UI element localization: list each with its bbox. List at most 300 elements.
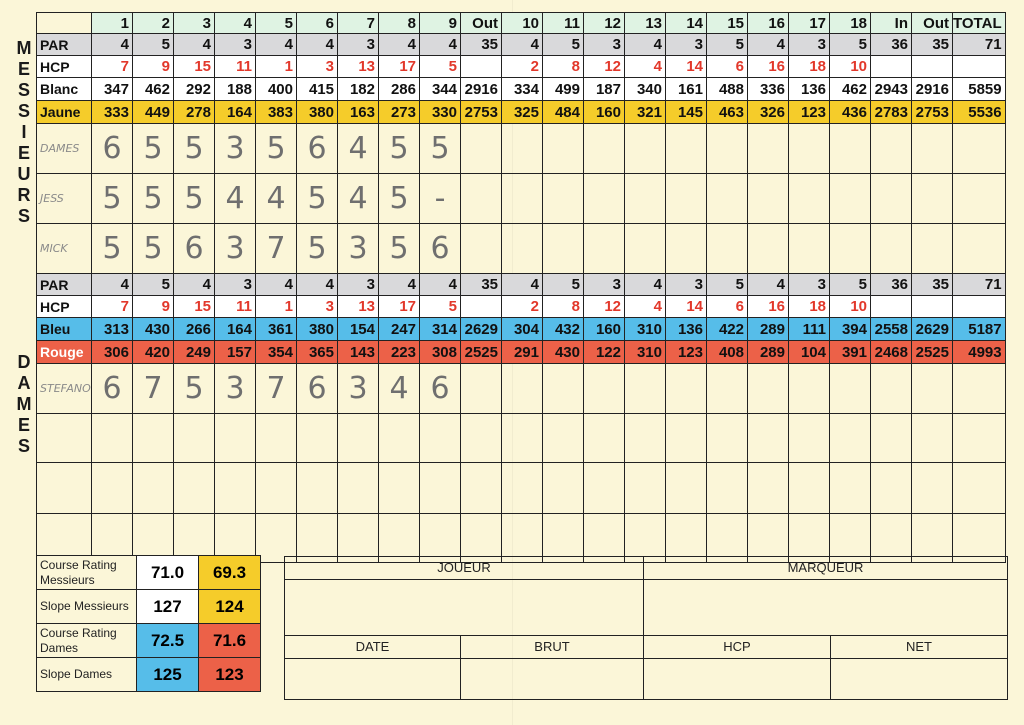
score-cell[interactable]: 5 <box>92 174 133 224</box>
score-cell[interactable] <box>133 463 174 514</box>
yardage-cell: 2558 <box>871 318 912 341</box>
player-name: DAMES <box>37 124 92 174</box>
player-name: MICK <box>37 224 92 274</box>
joueur-signature-field[interactable] <box>285 580 644 636</box>
score-cell[interactable] <box>789 224 830 274</box>
hcp-cell <box>912 296 953 318</box>
score-cell[interactable]: 5 <box>420 124 461 174</box>
par-cell: 4 <box>297 34 338 56</box>
score-cell[interactable]: 5 <box>297 174 338 224</box>
score-cell[interactable] <box>133 414 174 463</box>
hcp-cell: 13 <box>338 296 379 318</box>
par-cell: 36 <box>871 274 912 296</box>
score-cell[interactable] <box>502 364 543 414</box>
score-cell[interactable]: 5 <box>256 124 297 174</box>
hcp-row-dames <box>37 296 1006 318</box>
hcp-cell: 7 <box>92 56 133 78</box>
score-cell[interactable]: 6 <box>92 124 133 174</box>
yardage-cell: 321 <box>625 101 666 124</box>
yardage-cell: 306 <box>92 341 133 364</box>
yardage-cell: 391 <box>830 341 871 364</box>
yardage-cell: 122 <box>584 341 625 364</box>
score-cell[interactable]: 3 <box>215 364 256 414</box>
hcp-row-messieurs <box>37 56 1006 78</box>
hcp-cell: 18 <box>789 56 830 78</box>
yardage-cell: 143 <box>338 341 379 364</box>
tee-row-bleu <box>37 318 1006 341</box>
rating-label: Course Rating Dames <box>37 624 137 658</box>
hcp-cell: 1 <box>256 56 297 78</box>
score-cell[interactable] <box>584 224 625 274</box>
score-cell[interactable]: 4 <box>379 364 420 414</box>
score-cell[interactable] <box>789 414 830 463</box>
score-cell[interactable] <box>215 414 256 463</box>
score-cell[interactable] <box>830 414 871 463</box>
yardage-cell: 2629 <box>912 318 953 341</box>
score-cell[interactable] <box>625 174 666 224</box>
rating-label: Course Rating Messieurs <box>37 556 137 590</box>
score-cell[interactable]: 6 <box>92 364 133 414</box>
score-cell[interactable] <box>666 463 707 514</box>
yardage-cell: 347 <box>92 78 133 101</box>
hcp-field[interactable] <box>644 659 831 700</box>
score-cell[interactable] <box>37 463 92 514</box>
score-cell[interactable] <box>461 124 502 174</box>
score-cell[interactable]: 6 <box>420 224 461 274</box>
score-cell[interactable]: 4 <box>338 174 379 224</box>
score-cell[interactable] <box>502 414 543 463</box>
score-cell[interactable] <box>748 124 789 174</box>
score-cell[interactable] <box>871 224 912 274</box>
score-cell[interactable] <box>420 463 461 514</box>
score-cell[interactable] <box>830 174 871 224</box>
hcp-row-messieurs-label: HCP <box>37 56 92 78</box>
par-cell: 36 <box>871 34 912 56</box>
score-cell[interactable] <box>338 463 379 514</box>
hole-number: 7 <box>338 13 379 34</box>
scorecard-table <box>36 12 1006 563</box>
score-cell[interactable] <box>92 463 133 514</box>
score-cell[interactable] <box>748 224 789 274</box>
par-cell: 3 <box>584 274 625 296</box>
score-cell[interactable]: - <box>420 174 461 224</box>
par-cell: 71 <box>953 274 1006 296</box>
score-cell[interactable] <box>748 414 789 463</box>
score-cell[interactable] <box>256 414 297 463</box>
yardage-cell: 4993 <box>953 341 1006 364</box>
yardage-cell: 333 <box>92 101 133 124</box>
empty-score-row <box>37 463 1006 514</box>
hole-number: 8 <box>379 13 420 34</box>
par-cell: 4 <box>502 274 543 296</box>
rating-row <box>37 590 261 624</box>
score-cell[interactable] <box>707 224 748 274</box>
score-cell[interactable] <box>543 174 584 224</box>
score-cell[interactable] <box>789 463 830 514</box>
score-cell[interactable] <box>871 364 912 414</box>
score-cell[interactable]: 5 <box>133 124 174 174</box>
score-cell[interactable] <box>543 463 584 514</box>
hcp-cell: 12 <box>584 296 625 318</box>
hcp-cell: 16 <box>748 56 789 78</box>
yardage-cell: 286 <box>379 78 420 101</box>
score-cell[interactable] <box>502 124 543 174</box>
score-cell[interactable]: 5 <box>174 364 215 414</box>
yardage-cell: 420 <box>133 341 174 364</box>
score-cell[interactable] <box>502 463 543 514</box>
par-cell: 4 <box>748 274 789 296</box>
score-cell[interactable]: 7 <box>256 364 297 414</box>
rating-row <box>37 556 261 590</box>
hcp-cell: 15 <box>174 296 215 318</box>
score-cell[interactable]: 7 <box>133 364 174 414</box>
yardage-cell: 111 <box>789 318 830 341</box>
hcp-cell: 12 <box>584 56 625 78</box>
hcp-cell: 14 <box>666 296 707 318</box>
score-cell[interactable] <box>707 414 748 463</box>
par-cell: 4 <box>748 34 789 56</box>
messieurs-letter: E <box>17 59 30 79</box>
hcp-cell: 8 <box>543 56 584 78</box>
yardage-cell: 154 <box>338 318 379 341</box>
score-cell[interactable]: 3 <box>338 224 379 274</box>
yardage-cell: 2783 <box>871 101 912 124</box>
score-cell[interactable] <box>584 124 625 174</box>
score-cell[interactable]: 5 <box>379 174 420 224</box>
score-cell[interactable] <box>871 174 912 224</box>
yardage-cell: 484 <box>543 101 584 124</box>
score-cell[interactable] <box>461 364 502 414</box>
date-label: DATE <box>285 636 461 659</box>
yardage-cell: 2943 <box>871 78 912 101</box>
score-cell[interactable]: 5 <box>133 174 174 224</box>
score-cell[interactable] <box>379 463 420 514</box>
hcp-cell: 10 <box>830 296 871 318</box>
par-cell: 4 <box>297 274 338 296</box>
score-cell[interactable] <box>789 364 830 414</box>
signature-table <box>284 556 1008 700</box>
yardage-cell: 344 <box>420 78 461 101</box>
score-cell[interactable] <box>789 174 830 224</box>
rating-label: Slope Messieurs <box>37 590 137 624</box>
score-cell[interactable] <box>502 174 543 224</box>
par-cell: 4 <box>379 274 420 296</box>
score-cell[interactable] <box>297 463 338 514</box>
score-cell[interactable]: 3 <box>338 364 379 414</box>
score-cell[interactable] <box>953 364 1006 414</box>
yardage-cell: 326 <box>748 101 789 124</box>
brut-field[interactable] <box>461 659 644 700</box>
hole-number: In <box>871 13 912 34</box>
hcp-cell: 14 <box>666 56 707 78</box>
dames-letter: E <box>17 415 30 435</box>
score-cell[interactable] <box>830 364 871 414</box>
par-cell: 35 <box>461 274 502 296</box>
messieurs-letter: U <box>17 164 31 184</box>
score-cell[interactable]: 7 <box>256 224 297 274</box>
score-cell[interactable] <box>912 224 953 274</box>
yardage-cell: 182 <box>338 78 379 101</box>
score-cell[interactable] <box>461 463 502 514</box>
score-cell[interactable]: 6 <box>174 224 215 274</box>
score-cell[interactable]: 5 <box>174 124 215 174</box>
side-label-dames <box>14 352 34 457</box>
tee-row-rouge-label: Rouge <box>37 341 92 364</box>
hcp-cell: 10 <box>830 56 871 78</box>
rating-value-yellow: 124 <box>199 590 261 624</box>
score-cell[interactable] <box>912 414 953 463</box>
score-cell[interactable] <box>830 124 871 174</box>
score-cell[interactable]: 3 <box>215 124 256 174</box>
score-cell[interactable]: 6 <box>420 364 461 414</box>
hcp-cell: 5 <box>420 56 461 78</box>
dames-letter: D <box>17 352 31 372</box>
yardage-cell: 2525 <box>461 341 502 364</box>
score-cell[interactable] <box>297 414 338 463</box>
yardage-cell: 462 <box>830 78 871 101</box>
score-cell[interactable]: 5 <box>379 224 420 274</box>
par-cell: 3 <box>789 34 830 56</box>
par-cell: 4 <box>92 34 133 56</box>
score-cell[interactable] <box>584 463 625 514</box>
yardage-cell: 136 <box>789 78 830 101</box>
yardage-cell: 310 <box>625 318 666 341</box>
yardage-cell: 164 <box>215 101 256 124</box>
yardage-cell: 314 <box>420 318 461 341</box>
score-cell[interactable] <box>912 174 953 224</box>
score-cell[interactable] <box>92 414 133 463</box>
hole-number: 12 <box>584 13 625 34</box>
score-cell[interactable] <box>830 224 871 274</box>
score-cell[interactable] <box>666 414 707 463</box>
score-cell[interactable] <box>953 224 1006 274</box>
hcp-cell: 7 <box>92 296 133 318</box>
score-cell[interactable] <box>707 364 748 414</box>
par-cell: 5 <box>707 274 748 296</box>
score-cell[interactable] <box>748 463 789 514</box>
yardage-cell: 383 <box>256 101 297 124</box>
player-score-row <box>37 364 1006 414</box>
score-cell[interactable] <box>379 414 420 463</box>
yardage-cell: 2916 <box>912 78 953 101</box>
score-cell[interactable] <box>871 414 912 463</box>
yardage-cell: 415 <box>297 78 338 101</box>
tee-row-bleu-label: Bleu <box>37 318 92 341</box>
par-cell: 3 <box>338 34 379 56</box>
score-cell[interactable]: 6 <box>297 364 338 414</box>
par-cell: 4 <box>625 274 666 296</box>
yardage-cell: 408 <box>707 341 748 364</box>
yardage-cell: 313 <box>92 318 133 341</box>
score-cell[interactable] <box>461 174 502 224</box>
hcp-cell: 5 <box>420 296 461 318</box>
score-cell[interactable]: 5 <box>379 124 420 174</box>
score-cell[interactable] <box>584 414 625 463</box>
hcp-cell: 1 <box>256 296 297 318</box>
hole-number: 11 <box>543 13 584 34</box>
score-cell[interactable] <box>174 414 215 463</box>
score-cell[interactable] <box>666 124 707 174</box>
hcp-label: HCP <box>644 636 831 659</box>
score-cell[interactable] <box>625 463 666 514</box>
score-cell[interactable] <box>871 463 912 514</box>
par-cell: 5 <box>543 34 584 56</box>
par-cell: 4 <box>256 34 297 56</box>
yardage-cell: 361 <box>256 318 297 341</box>
dames-letter: S <box>17 436 30 456</box>
score-cell[interactable] <box>625 364 666 414</box>
yardage-cell: 188 <box>215 78 256 101</box>
player-name: STEFANO <box>37 364 92 414</box>
hcp-cell <box>953 296 1006 318</box>
par-cell: 5 <box>133 34 174 56</box>
messieurs-letter: S <box>17 80 30 100</box>
par-cell: 3 <box>215 34 256 56</box>
score-cell[interactable] <box>37 414 92 463</box>
yardage-cell: 308 <box>420 341 461 364</box>
yardage-cell: 340 <box>625 78 666 101</box>
hcp-cell <box>953 56 1006 78</box>
score-cell[interactable] <box>543 364 584 414</box>
par-cell: 5 <box>133 274 174 296</box>
par-cell: 4 <box>420 274 461 296</box>
yardage-cell: 2753 <box>461 101 502 124</box>
yardage-cell: 336 <box>748 78 789 101</box>
score-cell[interactable] <box>953 124 1006 174</box>
score-cell[interactable] <box>338 414 379 463</box>
score-cell[interactable] <box>625 414 666 463</box>
yardage-cell: 161 <box>666 78 707 101</box>
hcp-cell: 17 <box>379 56 420 78</box>
hole-number: 6 <box>297 13 338 34</box>
score-cell[interactable] <box>912 124 953 174</box>
par-cell: 3 <box>338 274 379 296</box>
hcp-cell: 2 <box>502 56 543 78</box>
yardage-cell: 2629 <box>461 318 502 341</box>
rating-value-red: 71.6 <box>199 624 261 658</box>
rating-value-white: 71.0 <box>137 556 199 590</box>
score-cell[interactable]: 5 <box>174 174 215 224</box>
hcp-cell: 9 <box>133 296 174 318</box>
score-cell[interactable]: 4 <box>338 124 379 174</box>
score-cell[interactable] <box>953 463 1006 514</box>
score-cell[interactable]: 6 <box>297 124 338 174</box>
score-cell[interactable] <box>748 174 789 224</box>
score-cell[interactable] <box>666 174 707 224</box>
score-cell[interactable]: 4 <box>215 174 256 224</box>
yardage-cell: 123 <box>789 101 830 124</box>
score-cell[interactable] <box>789 124 830 174</box>
par-row-dames-label: PAR <box>37 274 92 296</box>
hole-number: Out <box>461 13 502 34</box>
yardage-cell: 488 <box>707 78 748 101</box>
score-cell[interactable] <box>625 224 666 274</box>
yardage-cell: 394 <box>830 318 871 341</box>
marqueur-signature-field[interactable] <box>644 580 1008 636</box>
score-cell[interactable] <box>543 224 584 274</box>
par-cell: 4 <box>502 34 543 56</box>
score-cell[interactable]: 5 <box>92 224 133 274</box>
score-cell[interactable] <box>215 463 256 514</box>
score-cell[interactable] <box>830 463 871 514</box>
score-cell[interactable] <box>584 174 625 224</box>
score-cell[interactable]: 5 <box>297 224 338 274</box>
hcp-cell <box>461 56 502 78</box>
score-cell[interactable] <box>912 364 953 414</box>
score-cell[interactable] <box>461 414 502 463</box>
net-field[interactable] <box>831 659 1008 700</box>
yardage-cell: 334 <box>502 78 543 101</box>
score-cell[interactable] <box>584 364 625 414</box>
hole-number: 17 <box>789 13 830 34</box>
score-cell[interactable] <box>666 224 707 274</box>
hole-number: 9 <box>420 13 461 34</box>
score-cell[interactable]: 4 <box>256 174 297 224</box>
score-cell[interactable] <box>543 124 584 174</box>
yardage-cell: 123 <box>666 341 707 364</box>
yardage-cell: 289 <box>748 318 789 341</box>
hole-number: 1 <box>92 13 133 34</box>
score-cell[interactable] <box>502 224 543 274</box>
rating-row <box>37 624 261 658</box>
score-cell[interactable] <box>625 124 666 174</box>
tee-row-jaune <box>37 101 1006 124</box>
score-cell[interactable] <box>174 463 215 514</box>
par-cell: 3 <box>215 274 256 296</box>
hcp-cell: 6 <box>707 56 748 78</box>
par-cell: 71 <box>953 34 1006 56</box>
score-cell[interactable] <box>420 414 461 463</box>
messieurs-letter: S <box>17 101 30 121</box>
score-cell[interactable] <box>707 174 748 224</box>
player-score-row <box>37 124 1006 174</box>
hole-number: 13 <box>625 13 666 34</box>
yardage-cell: 292 <box>174 78 215 101</box>
yardage-cell: 104 <box>789 341 830 364</box>
yardage-cell: 5187 <box>953 318 1006 341</box>
score-cell[interactable] <box>707 124 748 174</box>
hcp-cell: 9 <box>133 56 174 78</box>
score-cell[interactable] <box>871 124 912 174</box>
dames-letter: A <box>17 373 31 393</box>
score-cell[interactable] <box>707 463 748 514</box>
score-cell[interactable]: 3 <box>215 224 256 274</box>
score-cell[interactable] <box>256 463 297 514</box>
score-cell[interactable] <box>953 174 1006 224</box>
yardage-cell: 247 <box>379 318 420 341</box>
hcp-row-dames-label: HCP <box>37 296 92 318</box>
player-score-row <box>37 224 1006 274</box>
dames-letter: M <box>16 394 32 414</box>
par-row-messieurs <box>37 34 1006 56</box>
score-cell[interactable] <box>953 414 1006 463</box>
score-cell[interactable] <box>461 224 502 274</box>
score-cell[interactable] <box>543 414 584 463</box>
score-cell[interactable]: 5 <box>133 224 174 274</box>
score-cell[interactable] <box>912 463 953 514</box>
par-cell: 4 <box>256 274 297 296</box>
date-field[interactable] <box>285 659 461 700</box>
yardage-cell: 157 <box>215 341 256 364</box>
par-cell: 5 <box>830 34 871 56</box>
yardage-cell: 499 <box>543 78 584 101</box>
tee-row-jaune-label: Jaune <box>37 101 92 124</box>
yardage-cell: 432 <box>543 318 584 341</box>
score-cell[interactable] <box>666 364 707 414</box>
score-cell[interactable] <box>748 364 789 414</box>
hole-number: 14 <box>666 13 707 34</box>
hole-header-row <box>37 13 1006 34</box>
